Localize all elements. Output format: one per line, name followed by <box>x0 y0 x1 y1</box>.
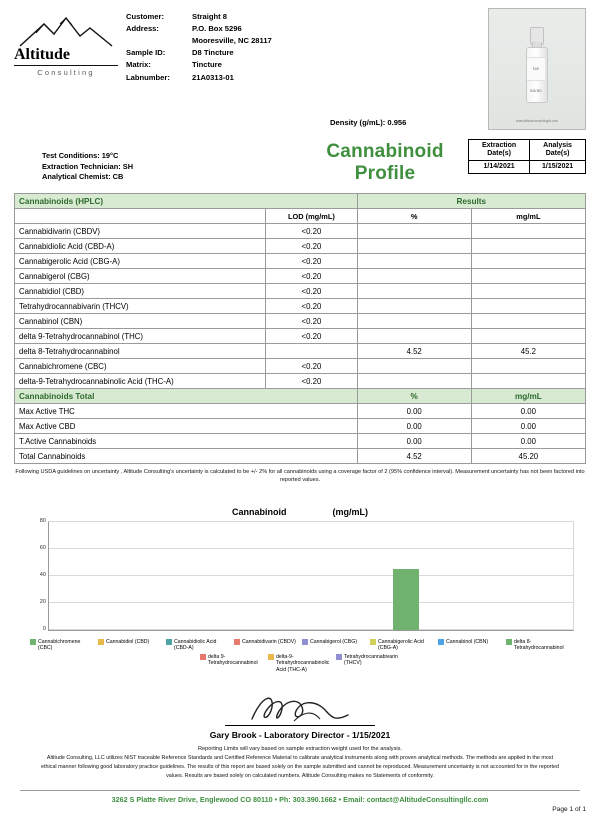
total-label: Max Active CBD <box>15 419 358 434</box>
legend-label: Cannabigerol (CBG) <box>310 638 357 645</box>
legend-item <box>198 654 266 674</box>
analyte-pct <box>357 329 471 344</box>
total-mg: 45.20 <box>471 449 585 464</box>
results-header-row <box>15 194 586 209</box>
analyte-mg <box>471 329 585 344</box>
legend-item <box>96 639 164 652</box>
analyte-name: Cannabinol (CBN) <box>15 314 266 329</box>
y-tick: 20 <box>39 598 46 605</box>
legend-swatch <box>438 639 444 645</box>
disclaimer-lead: Reporting Limits will vary based on sample extraction weight used for the analysis. <box>198 746 402 753</box>
analyte-mg <box>471 284 585 299</box>
chart-unit: (mg/mL) <box>332 506 368 517</box>
legend-swatch <box>268 654 274 660</box>
analyte-pct <box>357 224 471 239</box>
signature-line <box>225 725 375 726</box>
analyte-name: delta-9-Tetrahydrocannabinolic Acid (THC-A) <box>15 374 266 389</box>
results-subheader-row <box>15 209 586 224</box>
legend-label: Cannabidivarin (CBDV) <box>242 638 296 645</box>
signature-block <box>14 691 586 740</box>
logo-divider <box>14 65 118 66</box>
legend-label: Cannabigerolic Acid (CBG-A) <box>378 638 424 652</box>
customer-value: 21A0313-01 <box>192 72 234 82</box>
signature-icon <box>240 691 360 725</box>
legend-item <box>232 639 300 652</box>
legend-swatch <box>30 639 36 645</box>
table-row <box>15 299 586 314</box>
legend-swatch <box>336 654 342 660</box>
legend-label: delta-9-Tetrahydrocannabinolic Acid (THC-A) <box>276 653 330 673</box>
legend-swatch <box>200 654 206 660</box>
analyte-name: delta 8-Tetrahydrocannabinol <box>15 344 266 359</box>
analyte-mg <box>471 254 585 269</box>
legend-item <box>266 654 334 674</box>
customer-value: Mooresville, NC 28117 <box>192 35 272 45</box>
analyte-pct <box>357 269 471 284</box>
analyte-mg <box>471 269 585 284</box>
customer-row <box>126 47 272 59</box>
results-header-right: Results <box>357 194 585 209</box>
legend-swatch <box>506 639 512 645</box>
analyte-mg: 45.2 <box>471 344 585 359</box>
customer-label: Address: <box>126 23 159 33</box>
analyte-pct <box>357 374 471 389</box>
analyte-lod: <0.20 <box>266 254 357 269</box>
totals-header-row <box>15 389 586 404</box>
legend-swatch <box>302 639 308 645</box>
gridline <box>39 598 573 605</box>
total-pct: 0.00 <box>357 404 471 419</box>
table-row <box>15 404 586 419</box>
legend-swatch <box>166 639 172 645</box>
analyte-mg <box>471 224 585 239</box>
analyte-mg <box>471 374 585 389</box>
table-row <box>15 374 586 389</box>
table-row <box>15 419 586 434</box>
legend-item <box>368 639 436 652</box>
sample-photo <box>488 8 586 130</box>
customer-label <box>126 34 188 46</box>
photo-caption: www.altitudeconsultingllc.com <box>515 119 559 123</box>
customer-row <box>126 22 272 34</box>
legend-item <box>504 639 572 652</box>
page-number: Page 1 of 1 <box>552 806 586 813</box>
legend-item <box>164 639 232 652</box>
footer-divider <box>20 790 580 791</box>
test-conditions: Test Conditions: 19°C <box>42 151 119 160</box>
legend-item <box>436 639 504 652</box>
table-row <box>15 254 586 269</box>
customer-row <box>126 59 272 71</box>
y-tick: 60 <box>39 544 46 551</box>
gridline <box>39 544 573 551</box>
legend-item <box>28 639 96 652</box>
extraction-date-header: Extraction Date(s) <box>469 140 530 161</box>
analyte-lod: <0.20 <box>266 269 357 284</box>
analytical-chemist: Analytical Chemist: CB <box>42 172 124 182</box>
totals-header-mg: mg/mL <box>471 389 585 404</box>
customer-value: Straight 8 <box>192 11 228 21</box>
title-row <box>14 137 586 185</box>
analyte-lod <box>266 344 357 359</box>
results-header-left: Cannabinoids (HPLC) <box>15 194 358 209</box>
dates-value-row <box>469 161 586 174</box>
legend-swatch <box>234 639 240 645</box>
analyte-lod: <0.20 <box>266 329 357 344</box>
analyte-lod: <0.20 <box>266 284 357 299</box>
total-label: T.Active Cannabinoids <box>15 434 358 449</box>
y-tick: 80 <box>39 517 46 524</box>
table-row <box>15 329 586 344</box>
chart-bar-delta8 <box>393 569 419 630</box>
density-value: Density (g/mL): 0.956 <box>330 118 407 127</box>
gridline <box>39 571 573 578</box>
analyte-name: Cannabidiolic Acid (CBD-A) <box>15 239 266 254</box>
customer-row <box>126 10 272 22</box>
analyte-pct <box>357 299 471 314</box>
total-label: Total Cannabinoids <box>15 449 358 464</box>
legend-swatch <box>370 639 376 645</box>
analyte-mg <box>471 299 585 314</box>
table-row <box>15 239 586 254</box>
cannabinoid-chart <box>14 507 586 674</box>
chart-legend <box>28 639 572 674</box>
customer-info-table <box>126 10 272 83</box>
y-tick: 0 <box>42 625 46 632</box>
subheader-analyte <box>15 209 266 224</box>
legend-label: delta 8-Tetrahydrocannabinol <box>514 638 564 652</box>
analyte-lod: <0.20 <box>266 359 357 374</box>
chart-plot-area <box>39 517 574 632</box>
analyte-lod: <0.20 <box>266 314 357 329</box>
uncertainty-note: Following USDA guidelines on uncertainty , Altitude Consulting's uncertainty is calculated to be +/- 2% for all cannabinoids using a coverage factor of 2 (95% confidence interval). Measurement uncertainty has not been factored into reported values. <box>15 469 585 484</box>
analyte-name: Cannabidivarin (CBDV) <box>15 224 266 239</box>
customer-value: Tincture <box>192 60 222 70</box>
brand-subtitle: Consulting <box>37 68 95 77</box>
analyte-mg <box>471 239 585 254</box>
legend-label: Cannabidiol (CBD) <box>106 638 150 645</box>
subheader-mg: mg/mL <box>471 209 585 224</box>
y-tick: 40 <box>39 571 46 578</box>
table-row <box>15 284 586 299</box>
dates-header-row <box>469 140 586 161</box>
analyte-mg <box>471 359 585 374</box>
legend-item <box>300 639 368 652</box>
chart-title: Cannabinoid <box>232 506 287 517</box>
brand-name: Altitude <box>14 46 70 63</box>
table-row <box>15 344 586 359</box>
table-row <box>15 449 586 464</box>
analysis-date-value: 1/15/2021 <box>530 161 586 174</box>
test-conditions-block <box>14 137 302 183</box>
table-row <box>15 269 586 284</box>
legend-label: Cannabichromene (CBC) <box>38 638 81 652</box>
analyte-name: delta 9-Tetrahydrocannabinol (THC) <box>15 329 266 344</box>
total-pct: 0.00 <box>357 434 471 449</box>
totals-header-pct: % <box>357 389 471 404</box>
subheader-lod: LOD (mg/mL) <box>266 209 357 224</box>
analyte-lod: <0.20 <box>266 299 357 314</box>
analyte-pct <box>357 284 471 299</box>
analyte-pct <box>357 254 471 269</box>
disclaimer-body: Altitude Consulting, LLC utilizes NIST traceable Reference Standards and Certified Reference Material to calibrate analytical instruments along with proven analytical methods. The methods are applied in the most ethical manner following good laboratory practice guidelines. The results of this report are based solely on the sample submitted and cannot be reproduced. Measurement uncertainty is not accounted for in the reported values. Results are based solely on calculated numbers. Altitude Consulting makes no Statements of conformity. <box>40 755 559 779</box>
table-row <box>15 314 586 329</box>
analyte-lod: <0.20 <box>266 374 357 389</box>
analyte-mg <box>471 314 585 329</box>
total-pct: 0.00 <box>357 419 471 434</box>
table-row <box>15 224 586 239</box>
legend-item <box>334 654 402 674</box>
chart-title-row <box>14 507 586 517</box>
analyte-name: Cannabigerol (CBG) <box>15 269 266 284</box>
customer-label: Labnumber: <box>126 72 170 82</box>
total-label: Max Active THC <box>15 404 358 419</box>
customer-value: D8 Tincture <box>192 48 234 58</box>
legend-label: Tetrahydrocannabivarin (THCV) <box>344 653 398 667</box>
customer-row <box>126 71 272 83</box>
customer-value: P.O. Box 5296 <box>192 23 242 33</box>
document-header <box>14 8 586 130</box>
analyte-pct <box>357 239 471 254</box>
extraction-date-value: 1/14/2021 <box>469 161 530 174</box>
disclaimer-block <box>14 745 586 780</box>
table-row <box>15 434 586 449</box>
totals-header-label: Cannabinoids Total <box>15 389 358 404</box>
analysis-date-header: Analysis Date(s) <box>530 140 586 161</box>
legend-label: Cannabinol (CBN) <box>446 638 489 645</box>
total-pct: 4.52 <box>357 449 471 464</box>
page-title: Cannabinoid Profile <box>326 141 444 184</box>
customer-row <box>126 34 272 46</box>
customer-label: Customer: <box>126 11 164 21</box>
table-row <box>15 359 586 374</box>
bottle-illustration <box>526 27 546 101</box>
customer-label: Sample ID: <box>126 48 166 58</box>
analyte-pct <box>357 314 471 329</box>
analyte-name: Cannabigerolic Acid (CBG-A) <box>15 254 266 269</box>
signatory-name: Gary Brook - Laboratory Director - 1/15/2021 <box>209 730 391 741</box>
subheader-pct: % <box>357 209 471 224</box>
total-mg: 0.00 <box>471 404 585 419</box>
total-mg: 0.00 <box>471 434 585 449</box>
bottle-label: D8 50/50 <box>527 57 545 81</box>
footer-contact: 3262 S Platte River Drive, Englewood CO 80110 • Ph: 303.390.1662 • Email: contact@AltitudeConsultingllc.com <box>111 795 489 805</box>
gridline <box>42 625 573 632</box>
analyte-name: Cannabidiol (CBD) <box>15 284 266 299</box>
dates-table <box>468 139 586 174</box>
analyte-lod: <0.20 <box>266 239 357 254</box>
brand-logo <box>14 8 124 83</box>
analyte-name: Tetrahydrocannabivarin (THCV) <box>15 299 266 314</box>
legend-label: Cannabidiolic Acid (CBD-A) <box>174 638 217 652</box>
extraction-technician: Extraction Technician: SH <box>42 161 134 171</box>
customer-label: Matrix: <box>126 60 151 70</box>
analyte-lod: <0.20 <box>266 224 357 239</box>
results-table <box>14 193 586 464</box>
analyte-pct: 4.52 <box>357 344 471 359</box>
legend-swatch <box>98 639 104 645</box>
analyte-pct <box>357 359 471 374</box>
gridline <box>39 517 573 524</box>
total-mg: 0.00 <box>471 419 585 434</box>
legend-label: delta 9-Tetrahydrocannabinol <box>208 653 258 667</box>
analyte-name: Cannabichromene (CBC) <box>15 359 266 374</box>
